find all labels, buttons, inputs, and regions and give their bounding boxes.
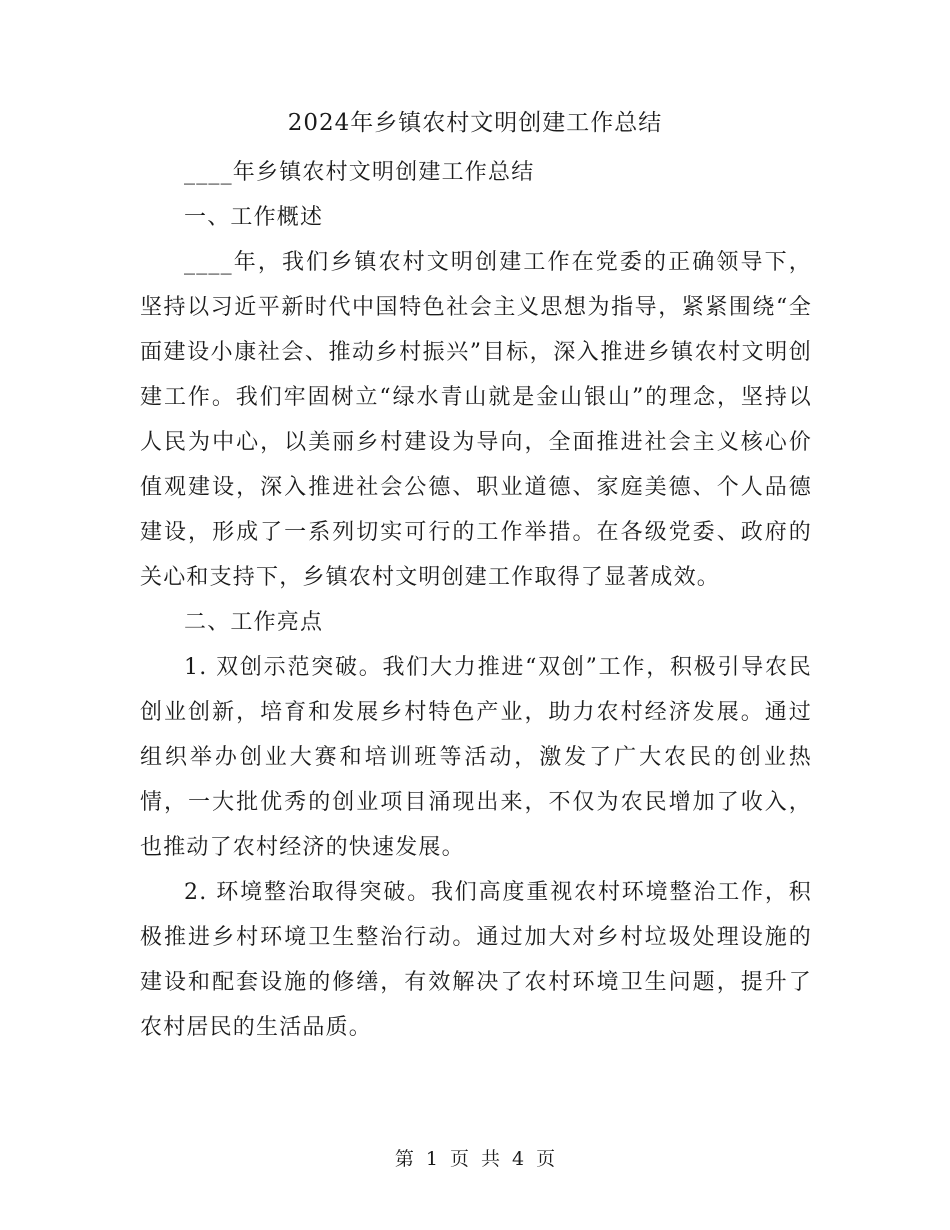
section-heading-overview: 一、工作概述 (184, 205, 324, 230)
section-heading-highlights: 二、工作亮点 (184, 610, 324, 635)
document-body (140, 150, 812, 1050)
subtitle-paragraph: ____年乡镇农村文明创建工作总结 (184, 160, 535, 185)
highlight-item-2: 2. 环境整治取得突破。我们高度重视农村环境整治工作，积极推进乡村环境卫生整治行动。通过加大对乡村垃圾处理设施的建设和配套设施的修缮，有效解决了农村环境卫生问题，提升了农村居民的生活品质。 (140, 880, 812, 1040)
page-number-footer: 第 1 页 共 4 页 (394, 1148, 556, 1170)
highlight-item-1: 1. 双创示范突破。我们大力推进“双创”工作，积极引导农民创业创新，培育和发展乡村特色产业，助力农村经济发展。通过组织举办创业大赛和培训班等活动，激发了广大农民的创业热情，一大批优秀的创业项目涌现出来，不仅为农民增加了收入，也推动了农村经济的快速发展。 (140, 655, 812, 860)
overview-paragraph: ____年，我们乡镇农村文明创建工作在党委的正确领导下，坚持以习近平新时代中国特色社会主义思想为指导，紧紧围绕“全面建设小康社会、推动乡村振兴”目标，深入推进乡镇农村文明创建工作。我们牢固树立“绿水青山就是金山银山”的理念，坚持以人民为中心，以美丽乡村建设为导向，全面推进社会主义核心价值观建设，深入推进社会公德、职业道德、家庭美德、个人品德建设，形成了一系列切实可行的工作举措。在各级党委、政府的关心和支持下，乡镇农村文明创建工作取得了显著成效。 (140, 250, 812, 590)
document-title: 2024年乡镇农村文明创建工作总结 (287, 110, 663, 136)
